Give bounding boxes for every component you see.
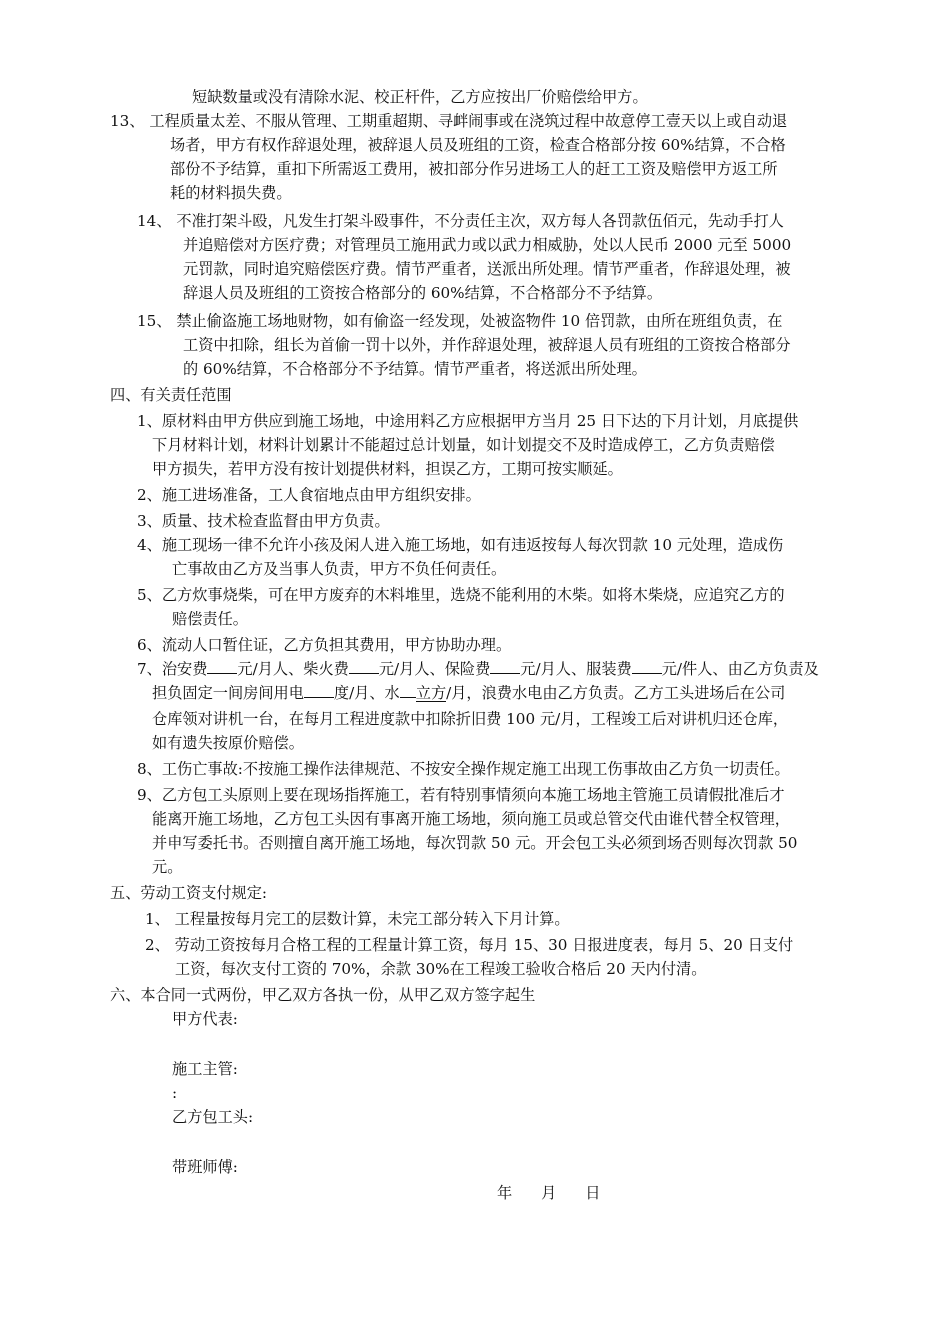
item-4-3: 3、质量、技术检查监督由甲方负责。 (137, 512, 390, 530)
item-4-1: 1、原材料由甲方供应到施工场地，中途用料乙方应根据甲方当月 25 日下达的下月计划，月底提供 (137, 412, 799, 430)
signature-party-b-contractor: 乙方包工头: (172, 1108, 254, 1126)
stray-colon: : (172, 1084, 178, 1102)
text-line: 下月材料计划，材料计划累计不能超过总计划量，如计划提交不及时造成停工，乙方负责赔偿 (152, 436, 775, 454)
text-line: 元。 (152, 858, 183, 876)
text-line: 工资，每次支付工资的 70%，余款 30%在工程竣工验收合格后 20 天内付清。 (175, 960, 707, 978)
fee-label: 担负固定一间房间用电 (152, 684, 304, 702)
item-5-1: 1、 工程量按每月完工的层数计算，未完工部分转入下月计算。 (145, 910, 570, 928)
text-line: 短缺数量或没有清除水泥、校正杆件，乙方应按出厂价赔偿给甲方。 (192, 88, 648, 106)
text-line: 甲方损失，若甲方没有按计划提供材料，担误乙方，工期可按实顺延。 (152, 460, 623, 478)
signing-date: 年 月 日 (497, 1184, 601, 1202)
clause-13: 13、 工程质量太差、不服从管理、工期重超期、寻衅闹事或在浇筑过程中故意停工壹天以上或自动退 (110, 112, 788, 130)
blank-field (632, 673, 662, 674)
text-line: 能离开施工场地，乙方包工头因有事离开施工场地，须向施工员或总管交代由谁代替全权管理， (152, 810, 790, 828)
fee-label: 7、治安费 (137, 660, 208, 678)
fee-label: 度/月、水 (333, 684, 400, 702)
text-line: 耗的材料损失费。 (170, 184, 292, 202)
fee-label: 元/件人、由乙方负责及 (661, 660, 819, 678)
section-heading-6: 六、本合同一式两份，甲乙双方各执一份，从甲乙双方签字起生 (110, 986, 536, 1004)
signature-construction-supervisor: 施工主管: (172, 1060, 238, 1078)
item-5-2: 2、 劳动工资按每月合格工程的工程量计算工资，每月 15、30 日报进度表，每月 5、20 日支付 (145, 936, 794, 954)
text-line: 亡事故由乙方及当事人负责，甲方不负任何责任。 (172, 560, 507, 578)
text-line: 辞退人员及班组的工资按合格部分的 60%结算，不合格部分不予结算。 (183, 284, 663, 302)
blank-field (304, 697, 334, 698)
section-heading-4: 四、有关责任范围 (110, 386, 232, 404)
item-4-4: 4、施工现场一律不允许小孩及闲人进入施工场地，如有违返按每人每次罚款 10 元处理，造成伤 (137, 536, 784, 554)
section-heading-5: 五、劳动工资支付规定: (110, 884, 267, 902)
text-line: 仓库领对讲机一台，在每月工程进度款中扣除折旧费 100 元/月，工程竣工后对讲机归还仓库， (152, 710, 789, 728)
text-line: 工资中扣除，组长为首偷一罚十以外，并作辞退处理，被辞退人员有班组的工资按合格部分 (183, 336, 791, 354)
fee-label: 元/月人、保险费 (378, 660, 491, 678)
text-line: 并追赔偿对方医疗费；对管理员工施用武力或以武力相威胁，处以人民币 2000 元至 5000 (183, 236, 792, 254)
text-line: 部份不予结算，重扣下所需返工费用，被扣部分作另进场工人的赶工工资及赔偿甲方返工所 (170, 160, 778, 178)
fee-label: 元/月人、服装费 (520, 660, 632, 678)
item-4-7 (137, 659, 819, 679)
item-4-8: 8、工伤亡事故:不按施工操作法律规范、不按安全操作规定施工出现工伤事故由乙方负一切责任。 (137, 760, 790, 778)
item-4-5: 5、乙方炊事烧柴，可在甲方废弃的木料堆里，选烧不能利用的木柴。如将木柴烧，应追究乙方的 (137, 586, 785, 604)
fee-label: 元/月人、柴火费 (237, 660, 349, 678)
signature-team-leader: 带班师傅: (172, 1158, 238, 1176)
blank-field (400, 697, 416, 698)
text-line: 的 60%结算，不合格部分不予结算。情节严重者，将送派出所处理。 (183, 360, 647, 378)
unit-underlined: 立方 (415, 684, 447, 702)
clause-14: 14、 不准打架斗殴，凡发生打架斗殴事件，不分责任主次，双方每人各罚款伍佰元，先动手打人 (137, 212, 784, 230)
item-4-9: 9、乙方包工头原则上要在现场指挥施工，若有特别事情须向本施工场地主管施工员请假批准后才 (137, 786, 785, 804)
text-line: 并申写委托书。否则擅自离开施工场地，每次罚款 50 元。开会包工头必须到场否则每次罚款 50 (152, 834, 798, 852)
blank-field (207, 673, 237, 674)
item-4-2: 2、施工进场准备，工人食宿地点由甲方组织安排。 (137, 486, 481, 504)
clause-15: 15、 禁止偷盗施工场地财物，如有偷盗一经发现，处被盗物件 10 倍罚款，由所在班组负责，在 (137, 312, 783, 330)
text-line: 如有遗失按原价赔偿。 (152, 734, 304, 752)
item-4-6: 6、流动人口暂住证，乙方负担其费用，甲方协助办理。 (137, 636, 512, 654)
text-line: 元罚款，同时追究赔偿医疗费。情节严重者，送派出所处理。情节严重者，作辞退处理，被 (183, 260, 791, 278)
text-line (152, 683, 785, 703)
text-line: 赔偿责任。 (172, 610, 248, 628)
signature-party-a: 甲方代表: (172, 1010, 238, 1028)
blank-field (349, 673, 379, 674)
blank-field (490, 673, 520, 674)
fee-label: /月，浪费水电由乙方负责。乙方工头进场后在公司 (446, 684, 786, 702)
text-line: 场者，甲方有权作辞退处理，被辞退人员及班组的工资，检查合格部分按 60%结算，不合格 (170, 136, 786, 154)
